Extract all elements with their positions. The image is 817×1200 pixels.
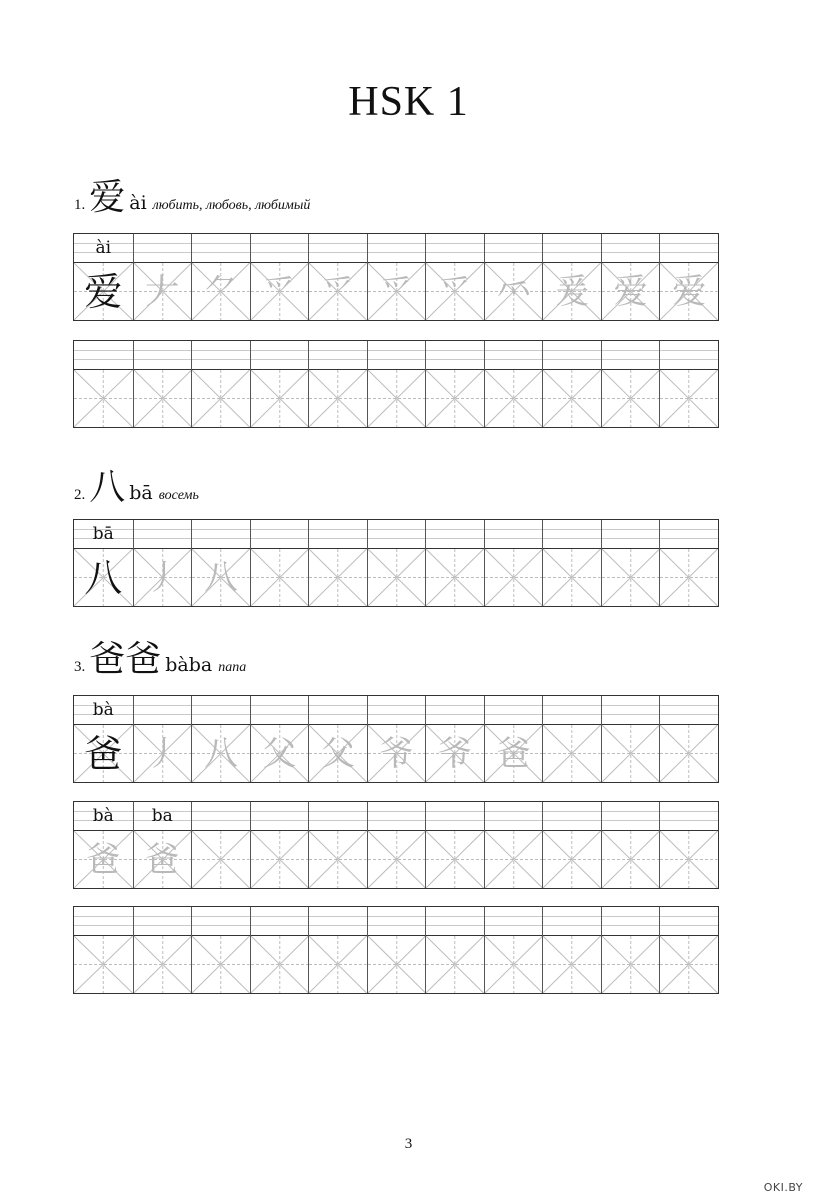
trace-character: 爷 — [379, 733, 414, 774]
mizi-grid — [368, 936, 426, 993]
mizi-grid — [602, 725, 660, 782]
pinyin-lines — [134, 341, 192, 370]
practice-grid-4 — [73, 695, 719, 783]
practice-cell — [250, 234, 309, 320]
pinyin-lines — [426, 234, 484, 263]
practice-cell — [367, 234, 426, 320]
practice-grid-5 — [73, 801, 719, 889]
model-character: 八 — [84, 555, 123, 600]
trace-character: 爱 — [613, 271, 648, 312]
pinyin-lines — [426, 696, 484, 725]
mizi-grid — [660, 936, 718, 993]
practice-cell — [659, 696, 718, 782]
pinyin-lines — [74, 341, 133, 370]
trace-character: 爸 — [86, 839, 121, 880]
practice-cell — [74, 802, 133, 888]
mizi-grid — [543, 831, 601, 888]
pinyin-lines — [251, 696, 309, 725]
mizi-grid — [192, 370, 250, 427]
mizi-grid — [543, 549, 601, 606]
pinyin-lines — [602, 907, 660, 936]
pinyin-lines — [602, 341, 660, 370]
practice-cell — [133, 696, 192, 782]
pinyin-lines — [134, 696, 192, 725]
pinyin-lines — [485, 234, 543, 263]
practice-cell — [250, 907, 309, 993]
mizi-grid — [602, 370, 660, 427]
practice-cell — [308, 234, 367, 320]
practice-cell — [133, 341, 192, 427]
mizi-grid — [192, 936, 250, 993]
pinyin-lines — [426, 802, 484, 831]
trace-character: ⺈ — [203, 271, 238, 312]
pinyin-lines — [192, 907, 250, 936]
pinyin-lines — [368, 802, 426, 831]
trace-character: 爸 — [145, 839, 180, 880]
practice-cell — [250, 341, 309, 427]
entry-number: 3. — [74, 659, 86, 675]
pinyin-lines — [485, 520, 543, 549]
pinyin-lines — [251, 907, 309, 936]
trace-character: 父 — [262, 733, 297, 774]
practice-cell — [542, 520, 601, 606]
practice-cell — [542, 341, 601, 427]
practice-cell — [308, 341, 367, 427]
trace-character: 𠂇 — [145, 271, 180, 312]
trace-character: 爱 — [672, 271, 707, 312]
mizi-grid — [485, 370, 543, 427]
pinyin-lines — [368, 520, 426, 549]
entry-hanzi: 爱 — [89, 177, 126, 218]
pinyin-lines — [485, 802, 543, 831]
model-pinyin: bà — [92, 700, 114, 720]
trace-character: 爫 — [262, 271, 297, 312]
practice-cell — [601, 520, 660, 606]
mizi-grid — [251, 370, 309, 427]
mizi-grid — [660, 725, 718, 782]
pinyin-lines — [192, 520, 250, 549]
practice-cell — [542, 907, 601, 993]
pinyin-lines — [368, 696, 426, 725]
model-character: 爱 — [84, 269, 123, 314]
pinyin-lines — [543, 696, 601, 725]
mizi-grid — [251, 831, 309, 888]
mizi-grid — [602, 936, 660, 993]
practice-cell — [484, 234, 543, 320]
practice-cell — [133, 802, 192, 888]
trace-character: 爫 — [438, 271, 473, 312]
pinyin-lines — [368, 234, 426, 263]
pinyin-lines — [134, 234, 192, 263]
pinyin-lines — [660, 341, 718, 370]
pinyin-lines — [426, 341, 484, 370]
practice-grid-2 — [73, 340, 719, 428]
entry-pinyin: bā — [129, 482, 153, 504]
trace-character: ⺤ — [496, 271, 531, 312]
pinyin-lines — [485, 341, 543, 370]
mizi-grid — [426, 370, 484, 427]
practice-cell — [659, 341, 718, 427]
pinyin-lines — [309, 696, 367, 725]
trace-character: 爫 — [320, 271, 355, 312]
pinyin-lines — [309, 520, 367, 549]
practice-cell — [74, 520, 133, 606]
pinyin-lines — [485, 696, 543, 725]
practice-cell — [659, 520, 718, 606]
pinyin-lines — [134, 520, 192, 549]
practice-cell — [74, 341, 133, 427]
mizi-grid — [602, 831, 660, 888]
practice-cell — [367, 696, 426, 782]
mizi-grid — [309, 370, 367, 427]
practice-cell — [484, 907, 543, 993]
pinyin-lines — [309, 907, 367, 936]
page-number: 3 — [404, 1136, 413, 1152]
practice-cell — [601, 802, 660, 888]
pinyin-lines — [543, 234, 601, 263]
mizi-grid — [426, 831, 484, 888]
practice-cell — [191, 520, 250, 606]
practice-cell — [74, 907, 133, 993]
pinyin-lines — [309, 341, 367, 370]
model-pinyin: bà — [92, 806, 114, 826]
pinyin-lines — [660, 802, 718, 831]
practice-cell — [308, 520, 367, 606]
entry-heading-3 — [74, 639, 247, 680]
trace-character: 丿 — [145, 733, 180, 774]
mizi-grid — [309, 549, 367, 606]
mizi-grid — [368, 370, 426, 427]
practice-cell — [484, 341, 543, 427]
practice-cell — [425, 520, 484, 606]
pinyin-lines — [660, 520, 718, 549]
practice-cell — [191, 341, 250, 427]
mizi-grid — [485, 936, 543, 993]
practice-cell — [659, 907, 718, 993]
entry-heading-2 — [74, 467, 199, 508]
practice-cell — [542, 234, 601, 320]
entry-translation: восемь — [158, 488, 199, 503]
pinyin-lines — [368, 907, 426, 936]
pinyin-lines — [134, 907, 192, 936]
practice-cell — [308, 907, 367, 993]
practice-cell — [484, 696, 543, 782]
pinyin-lines — [309, 802, 367, 831]
practice-cell — [542, 802, 601, 888]
practice-cell — [250, 696, 309, 782]
trace-character: 爷 — [438, 733, 473, 774]
mizi-grid — [426, 936, 484, 993]
mizi-grid — [543, 725, 601, 782]
practice-cell — [191, 696, 250, 782]
mizi-grid — [660, 831, 718, 888]
practice-cell — [367, 520, 426, 606]
practice-grid-3 — [73, 519, 719, 607]
practice-cell — [191, 234, 250, 320]
mizi-grid — [485, 549, 543, 606]
pinyin-lines — [251, 802, 309, 831]
practice-cell — [659, 802, 718, 888]
entry-translation: папа — [218, 660, 247, 675]
pinyin-lines — [251, 520, 309, 549]
practice-cell — [425, 696, 484, 782]
practice-cell — [250, 802, 309, 888]
pinyin-lines — [543, 341, 601, 370]
practice-cell — [74, 696, 133, 782]
mizi-grid — [368, 549, 426, 606]
pinyin-lines — [543, 802, 601, 831]
entry-pinyin: bàba — [165, 654, 213, 676]
pinyin-lines — [602, 234, 660, 263]
watermark: OKI.BY — [763, 1181, 803, 1194]
mizi-grid — [192, 831, 250, 888]
pinyin-lines — [660, 907, 718, 936]
entry-number: 2. — [74, 487, 86, 503]
trace-character: 八 — [203, 557, 238, 598]
mizi-grid — [309, 831, 367, 888]
pinyin-lines — [368, 341, 426, 370]
pinyin-lines — [543, 907, 601, 936]
mizi-grid — [368, 831, 426, 888]
mizi-grid — [543, 370, 601, 427]
practice-cell — [484, 520, 543, 606]
pinyin-lines — [251, 341, 309, 370]
pinyin-lines — [660, 234, 718, 263]
mizi-grid — [660, 370, 718, 427]
pinyin-lines — [660, 696, 718, 725]
practice-cell — [425, 802, 484, 888]
model-pinyin: bā — [92, 524, 114, 544]
pinyin-lines — [192, 696, 250, 725]
practice-cell — [367, 907, 426, 993]
page-title: HSK 1 — [348, 79, 469, 125]
mizi-grid — [74, 936, 133, 993]
practice-cell — [367, 341, 426, 427]
mizi-grid — [485, 831, 543, 888]
practice-cell — [308, 696, 367, 782]
practice-cell — [425, 341, 484, 427]
practice-cell — [133, 234, 192, 320]
entry-heading-1 — [74, 177, 311, 218]
practice-cell — [133, 907, 192, 993]
model-pinyin: ài — [95, 238, 112, 258]
practice-cell — [250, 520, 309, 606]
model-character: 爸 — [84, 731, 123, 776]
pinyin-lines — [192, 234, 250, 263]
pinyin-lines — [602, 696, 660, 725]
mizi-grid — [602, 549, 660, 606]
practice-cell — [425, 234, 484, 320]
entry-hanzi: 八 — [89, 467, 126, 508]
trace-character: 父 — [320, 733, 355, 774]
pinyin-lines — [426, 520, 484, 549]
pinyin-lines — [602, 520, 660, 549]
practice-cell — [74, 234, 133, 320]
pinyin-lines — [485, 907, 543, 936]
practice-cell — [191, 802, 250, 888]
pinyin-lines — [251, 234, 309, 263]
mizi-grid — [134, 936, 192, 993]
practice-cell — [484, 802, 543, 888]
practice-cell — [308, 802, 367, 888]
pinyin-lines — [602, 802, 660, 831]
mizi-grid — [74, 370, 133, 427]
pinyin-lines — [309, 234, 367, 263]
practice-grid-1 — [73, 233, 719, 321]
pinyin-lines — [543, 520, 601, 549]
entry-number: 1. — [74, 197, 86, 213]
mizi-grid — [251, 549, 309, 606]
pinyin-lines — [192, 802, 250, 831]
trace-character: 爸 — [496, 733, 531, 774]
trace-character: 爰 — [555, 271, 590, 312]
practice-cell — [133, 520, 192, 606]
mizi-grid — [309, 936, 367, 993]
practice-cell — [601, 234, 660, 320]
practice-cell — [601, 341, 660, 427]
mizi-grid — [660, 549, 718, 606]
practice-cell — [425, 907, 484, 993]
mizi-grid — [251, 936, 309, 993]
pinyin-lines — [74, 907, 133, 936]
practice-cell — [367, 802, 426, 888]
practice-cell — [542, 696, 601, 782]
trace-character: 八 — [203, 733, 238, 774]
pinyin-lines — [426, 907, 484, 936]
model-pinyin: ba — [151, 806, 173, 826]
entry-translation: любить, любовь, любимый — [152, 198, 311, 213]
practice-cell — [601, 696, 660, 782]
entry-pinyin: ài — [129, 192, 147, 214]
practice-cell — [191, 907, 250, 993]
trace-character: 爫 — [379, 271, 414, 312]
mizi-grid — [134, 370, 192, 427]
mizi-grid — [426, 549, 484, 606]
entry-hanzi: 爸爸 — [89, 639, 162, 680]
practice-grid-6 — [73, 906, 719, 994]
practice-cell — [659, 234, 718, 320]
mizi-grid — [543, 936, 601, 993]
practice-cell — [601, 907, 660, 993]
trace-character: 丿 — [145, 557, 180, 598]
pinyin-lines — [192, 341, 250, 370]
